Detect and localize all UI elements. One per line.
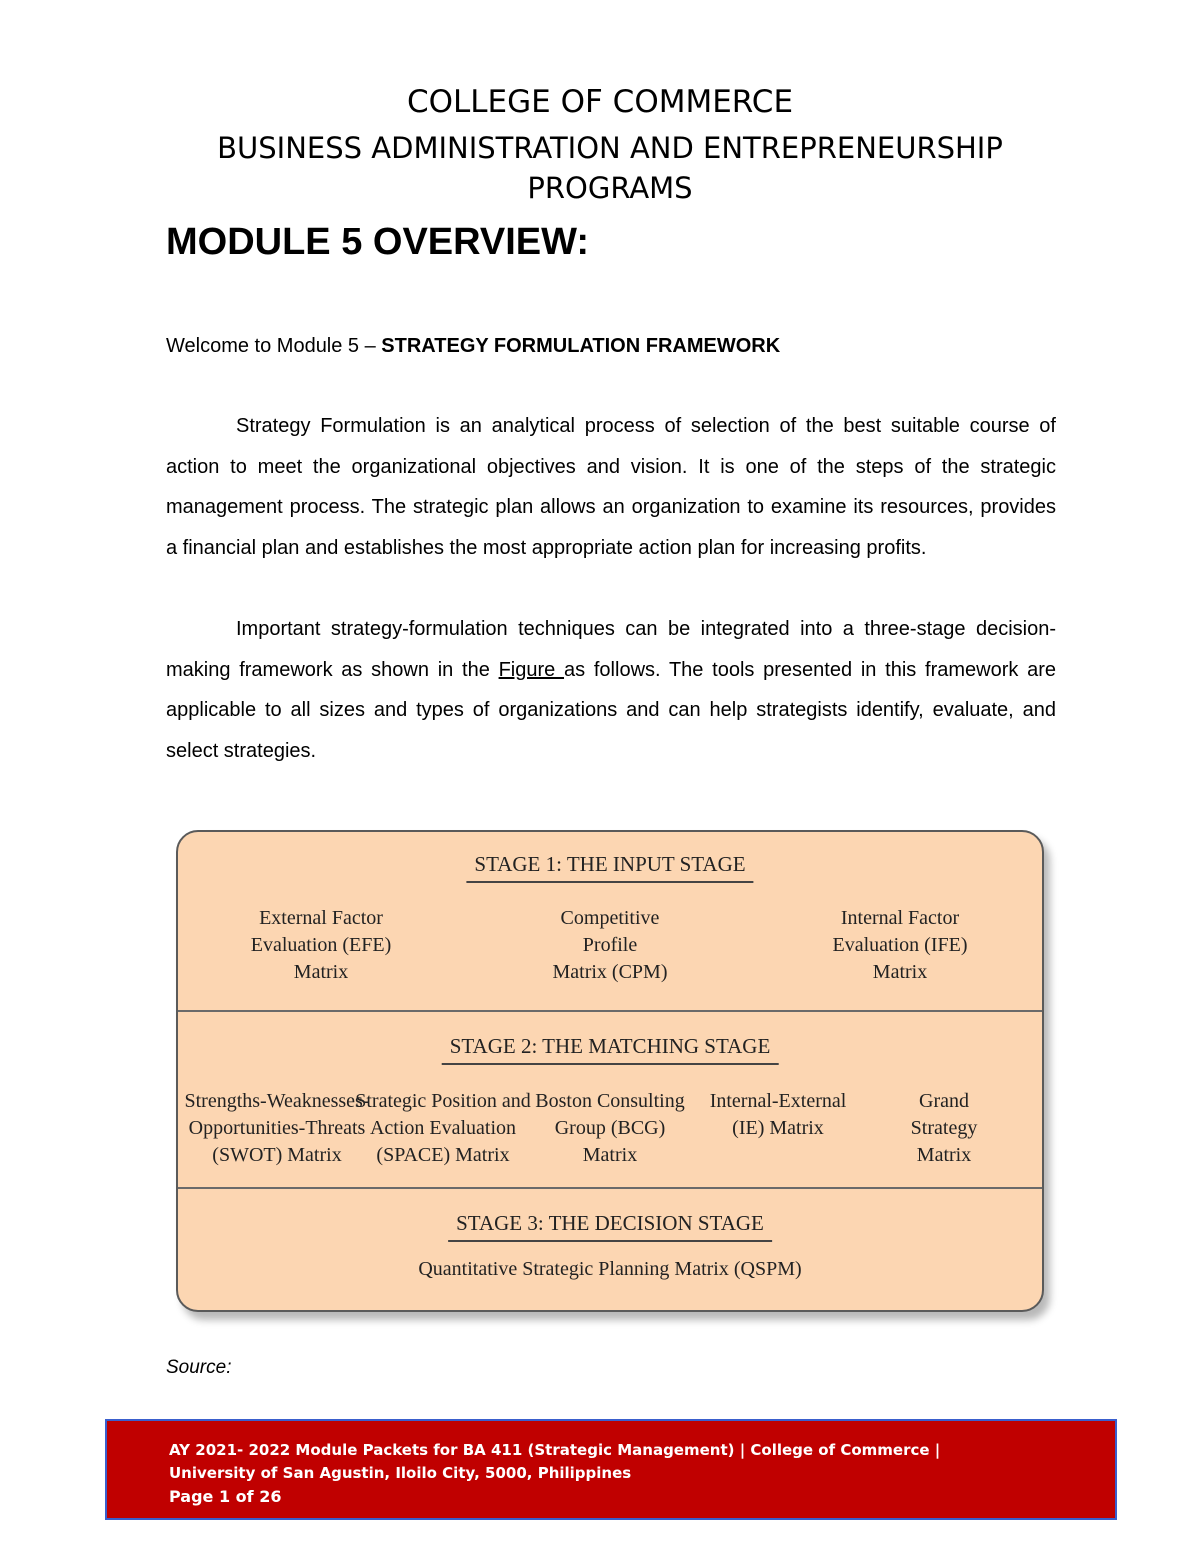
footer-course-line: AY 2021- 2022 Module Packets for BA 411 (Strategic Management) | College of Commerce | bbox=[169, 1441, 941, 1459]
efe-matrix-label: External Factor Evaluation (EFE) Matrix bbox=[250, 907, 392, 983]
grand-strategy-matrix-label: Grand Strategy Matrix bbox=[910, 1090, 978, 1166]
framework-text-before: Important strategy-formulation techniques can be integrated into a three-stage decision-making framework as shown in the bbox=[166, 618, 1056, 681]
qspm-label: Quantitative Strategic Planning Matrix (QSPM) bbox=[418, 1258, 802, 1280]
figure-link[interactable]: Figure bbox=[498, 658, 565, 681]
cpm-matrix-label: Competitive Profile Matrix (CPM) bbox=[552, 907, 668, 983]
matching-stage-title: STAGE 2: THE MATCHING STAGE bbox=[442, 1034, 779, 1065]
welcome-prefix: Welcome to Module 5 – bbox=[166, 335, 382, 357]
footer-address-line: University of San Agustin, Iloilo City, 5000, Philippines bbox=[169, 1464, 632, 1482]
decision-stage-title: STAGE 3: THE DECISION STAGE bbox=[448, 1211, 772, 1242]
strategy-framework-figure bbox=[176, 830, 1044, 1312]
welcome-topic: STRATEGY FORMULATION FRAMEWORK bbox=[381, 335, 781, 357]
intro-paragraph: Strategy Formulation is an analytical process of selection of the best suitable course of action to meet the organizational objectives and vision. It is one of the steps of the strategic management process. The strategic plan allows an organization to examine its resources, provides a financial plan and establishes the most appropriate action plan for increasing profits. bbox=[166, 415, 1056, 560]
footer-page-number: Page 1 of 26 bbox=[169, 1487, 282, 1506]
matching-stage bbox=[178, 1010, 1042, 1189]
source-label: Source: bbox=[166, 1357, 232, 1378]
welcome-line bbox=[166, 332, 780, 360]
input-stage-title: STAGE 1: THE INPUT STAGE bbox=[466, 852, 753, 883]
page-footer bbox=[105, 1419, 1117, 1520]
decision-stage bbox=[178, 1187, 1042, 1312]
input-stage bbox=[178, 832, 1042, 1008]
space-matrix-label: Strategic Position and Action Evaluation (SPACE) Matrix bbox=[355, 1090, 531, 1166]
framework-paragraph bbox=[166, 609, 1056, 772]
ie-matrix-label: Internal-External (IE) Matrix bbox=[709, 1090, 847, 1139]
module-title: MODULE 5 OVERVIEW: bbox=[166, 221, 589, 263]
ife-matrix-label: Internal Factor Evaluation (IFE) Matrix bbox=[832, 907, 968, 983]
swot-matrix-label: Strengths-Weaknesses- Opportunities-Threats (SWOT) Matrix bbox=[184, 1090, 370, 1166]
framework-text-after: as follows. The tools presented in this framework are applicable to all sizes and types of organizations and can help strategists identify, evaluate, and select strategies. bbox=[166, 658, 1057, 763]
college-heading: COLLEGE OF COMMERCE bbox=[406, 84, 794, 120]
program-heading: BUSINESS ADMINISTRATION AND ENTREPRENEURSHIP PROGRAMS bbox=[217, 131, 1003, 205]
bcg-matrix-label: Boston Consulting Group (BCG) Matrix bbox=[535, 1090, 685, 1166]
